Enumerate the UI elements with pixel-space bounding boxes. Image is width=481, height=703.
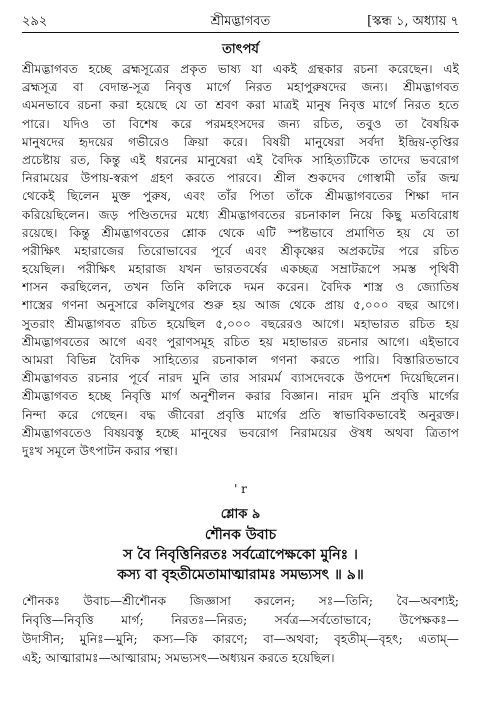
- section-separator: ' r: [234, 482, 247, 496]
- synonym-line: নিবৃত্তি—নিবৃত্তি মার্গ; নিরতঃ—নিরত; সর্বত্র—সর্বতোভাবে; উপেক্ষকঃ—: [22, 613, 459, 627]
- purport-line: পরীক্ষিৎ মহারাজের তিরোভাবের পূর্বে এবং শ্রীকৃষ্ণের অপ্রকটের পরে রচিত: [22, 243, 459, 258]
- purport-line: নিন্দা করে গেছেন। বদ্ধ জীবেরা প্রবৃত্তি মার্গের প্রতি স্বাভাবিকভাবেই অনুরক্ত।: [22, 407, 459, 422]
- verse-text: [22, 525, 459, 585]
- verse-number-heading: শ্লোক ৯: [220, 507, 261, 522]
- word-meanings: [22, 592, 459, 668]
- purport-body: [22, 60, 459, 460]
- purport-line: সুতরাং শ্রীমদ্ভাগবত রচিত হয়েছিল ৫,০০০ বছরেরও আগে। মহাভারত রচিত হয়: [22, 316, 459, 331]
- purport-title: তাৎপর্য: [222, 42, 259, 57]
- purport-line: থেকেই ছিলেন মুক্ত পুরুষ, এবং তাঁর পিতা তাঁকে শ্রীমদ্ভাগবতের শিক্ষা দান: [22, 189, 459, 204]
- synonym-line: শৌনকঃ উবাচ—শ্রীশৌনক জিজ্ঞাসা করলেন; সঃ—তিনি; বৈ—অবশ্যই;: [22, 594, 459, 608]
- purport-line: রয়েছে। কিন্তু শ্রীমদ্ভাগবতের শ্লোক থেকে এটি স্পষ্টভাবে প্রমাণিত হয় যে তা: [22, 225, 459, 240]
- purport-line: মানুষদের হৃদয়ের গভীরেও ক্রিয়া করে। বিষয়ী মানুষেরা সর্বদা ইন্দ্রিয়-তৃপ্তির: [22, 134, 459, 149]
- purport-line: শাসন করছিলেন, তখন তিনি কলিকে দমন করেন। বৈদিক শাস্ত্র ও জ্যোতিষ: [22, 280, 459, 295]
- verse-line: কস্য বা বৃহতীমেতামাত্মারামঃ সমভ্যসৎ ॥ ৯॥: [117, 567, 364, 583]
- verse-line: স বৈ নিবৃত্তিনিরতঃ সর্বত্রোপেক্ষকো মুনিঃ ।: [123, 547, 358, 563]
- header-rule: [22, 32, 459, 33]
- verse-speaker: শৌনক উবাচ: [204, 527, 277, 543]
- purport-line: আমরা বিভিন্ন বৈদিক সাহিত্যের রচনাকাল গণনা করতে পারি। বিস্তারিতভাবে: [22, 353, 459, 367]
- purport-line: শাস্ত্রের গণনা অনুসারে কলিযুগের শুরু হয় আজ থেকে প্রায় ৫,০০০ বছর আগে।: [22, 298, 459, 313]
- purport-line: শ্রীমদ্ভাগবত হচ্ছে নিবৃত্তি মার্গ অনুশীলন করার বিজ্ঞান। নারদ মুনি প্রবৃত্তি মার্গের: [22, 389, 459, 404]
- purport-line: প্রচেষ্টায় রত, কিন্তু এই ধরনের মানুষেরা এই বৈদিক সাহিত্যটিকে তাদের ভবরোগ: [22, 152, 459, 167]
- purport-line: শ্রীমদ্ভাগবত রচনার পূর্বে নারদ মুনি তার সারমর্ম ব্যাসদেবকে উপদেশ দিয়েছিলেন।: [22, 371, 459, 386]
- synonym-line: এই; আত্মারামঃ—আত্মারাম; সমভ্যসৎ—অধ্যয়ন করতে হয়েছিল।: [22, 651, 335, 665]
- page-number: ২৯২: [22, 14, 48, 29]
- purport-line: ব্রহ্মসূত্র বা বেদান্ত-সূত্র নিবৃত্ত মার্গে নিরত মহাপুরুষদের জন্য। শ্রীমদ্ভাগবত: [22, 80, 459, 95]
- synonym-line: উদাসীন; মুনিঃ—মুনি; কস্য—কি কারণে; বা—অথবা; বৃহতীম্—বৃহৎ; এতাম্—: [22, 632, 459, 646]
- purport-line: দুঃখ সমূলে উৎপাটন করার পন্থা।: [22, 443, 178, 458]
- chapter-reference: [স্কন্ধ ১, অধ্যায় ৭: [367, 14, 459, 29]
- purport-line: নিরাময়ের উপায়-স্বরূপ গ্রহণ করতে পারবে। শ্রীল শুকদেব গোস্বামী তাঁর জন্ম: [22, 171, 459, 186]
- running-header: [22, 10, 459, 30]
- purport-line: শ্রীমদ্ভাগবত হচ্ছে ব্রহ্মসূত্রের প্রকৃত ভাষ্য যা একই গ্রন্থকার রচনা করেছেন। এই: [22, 62, 459, 76]
- purport-line: শ্রীমদ্ভাগবতের আগে এবং পুরাণসমূহ রচিত হয় মহাভারত রচনার আগে। এইভাবে: [22, 334, 459, 349]
- purport-line: এমনভাবে রচনা করা হয়েছে যে তা শ্রবণ করা মাত্রই মানুষ নিবৃত্ত মার্গে নিরত হতে: [22, 98, 459, 113]
- purport-line: হয়েছিল। পরীক্ষিৎ মহারাজ যখন ভারতবর্ষের একচ্ছত্র সম্রাটরূপে সমস্ত পৃথিবী: [22, 262, 459, 277]
- book-title: শ্রীমদ্ভাগবত: [210, 14, 271, 29]
- purport-line: পারে। যদিও তা বিশেষ করে পরমহংসদের জন্য রচিত, তবুও তা বৈষয়িক: [22, 116, 459, 131]
- purport-line: করিয়েছিলেন। জড় পণ্ডিতদের মধ্যে শ্রীমদ্ভাগবতের রচনাকাল নিয়ে কিছু মতবিরোধ: [22, 207, 459, 222]
- purport-line: শ্রীমদ্ভাগবতেও বিষয়বস্তু হচ্ছে মানুষের ভবরোগ নিরাময়ের ঔষধ অথবা ত্রিতাপ: [22, 425, 459, 440]
